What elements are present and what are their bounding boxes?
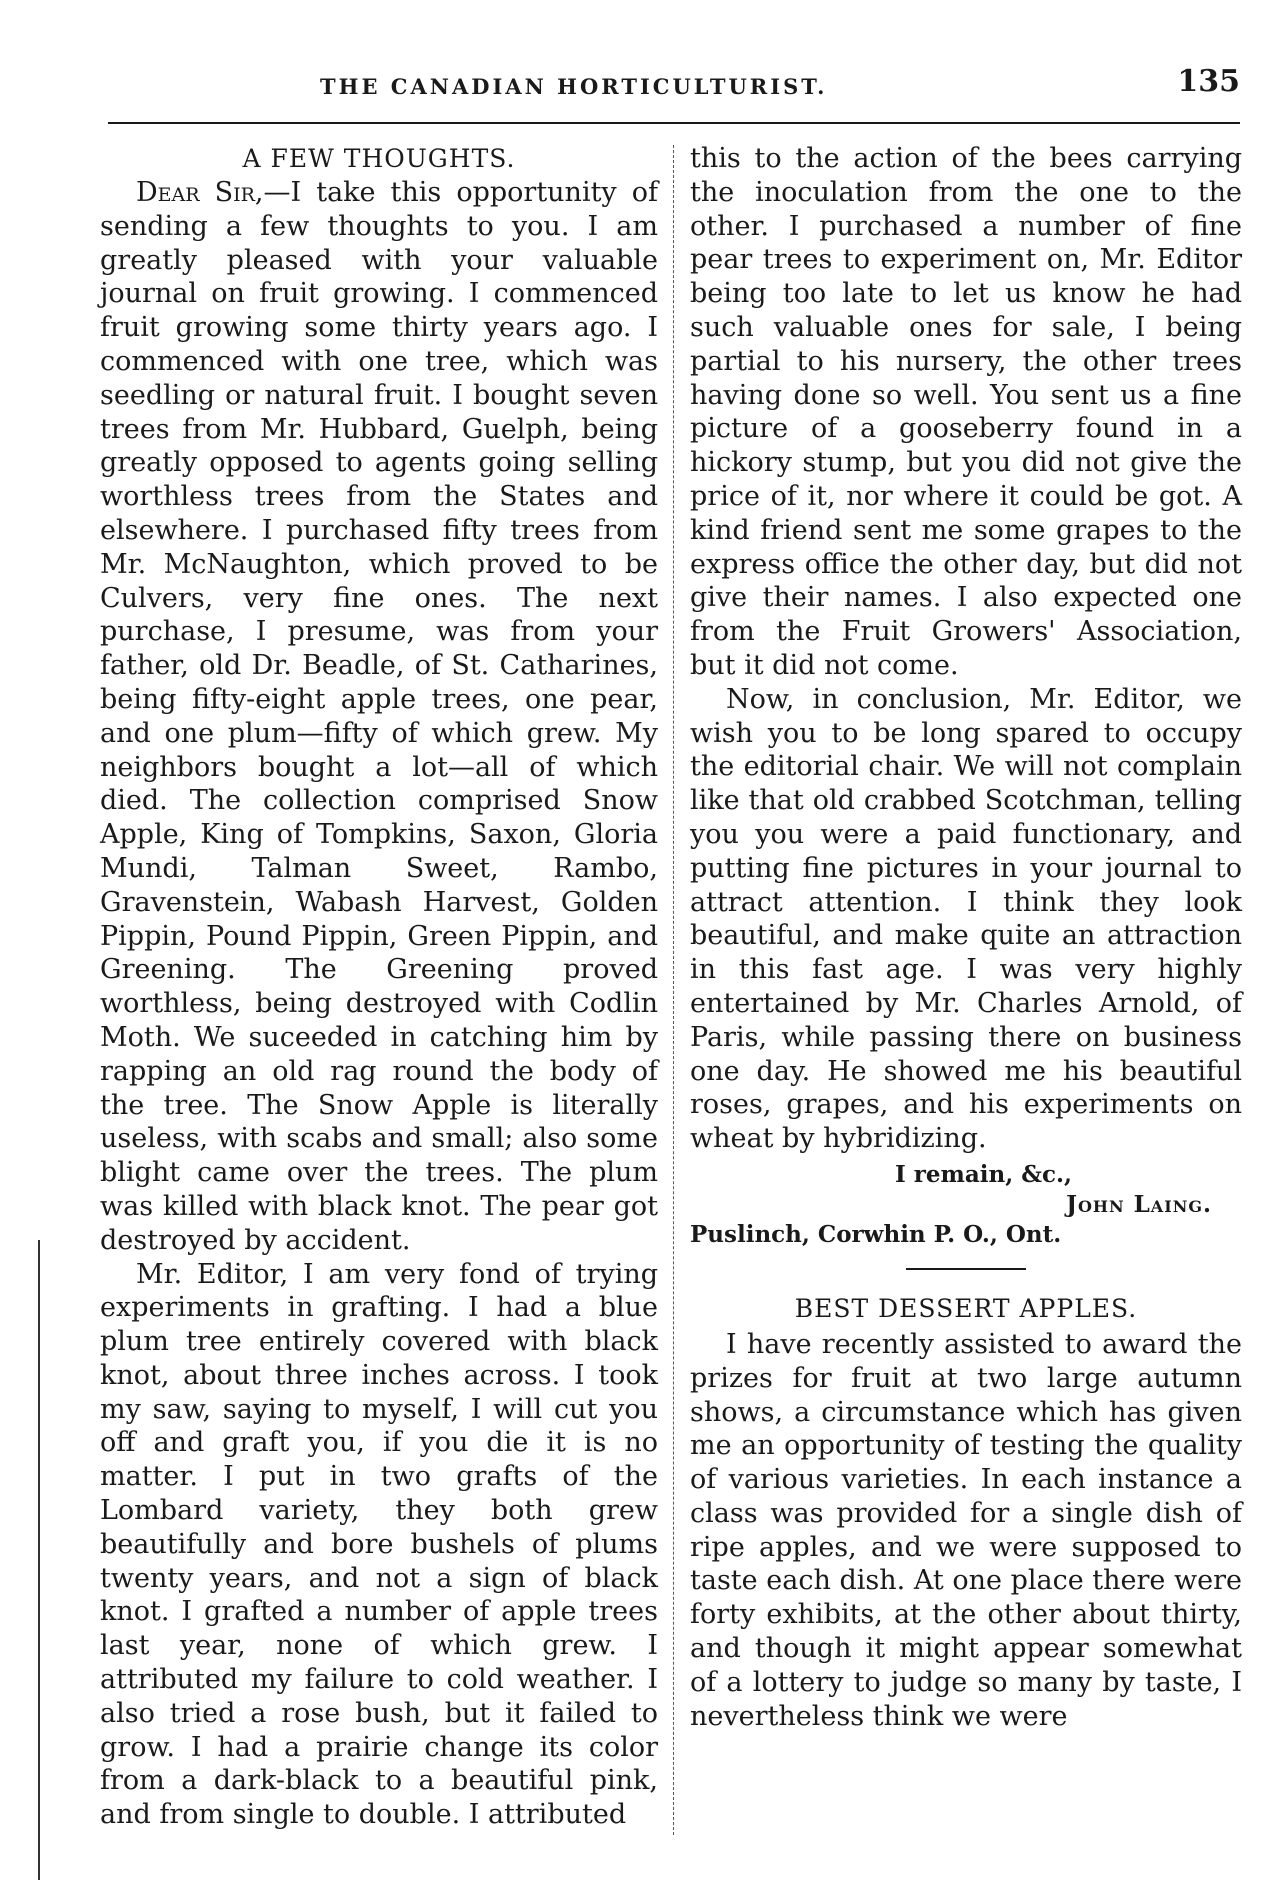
column-right <box>690 142 1242 1733</box>
margin-mark <box>38 1240 40 1880</box>
column-left <box>100 142 658 1832</box>
article-paragraph: Now, in conclusion, Mr. Editor, we wish you to be long spared to occupy the editorial chair. We will not complain like that old crabbed Scotchman, telling you you were a paid functionary, and putting fine pictures in your journal to attract attention. I think they look beautiful, and make quite an attraction in this fast age. I was very highly entertained by Mr. Charles Arnold, of Paris, while passing there on business one day. He showed me his beautiful roses, grapes, and his experiments on wheat by hybridizing. <box>690 683 1242 1155</box>
article-paragraph: Mr. Editor, I am very fond of trying experiments in grafting. I had a blue plum tree entirely covered with black knot, about three inches across. I took my saw, saying to myself, I will cut you off and graft you, if you die it is no matter. I put in two grafts of the Lombard variety, they both grew beautifully and bore bushels of plums twenty years, and not a sign of black knot. I grafted a number of apple trees last year, none of which grew. I attributed my failure to cold weather. I also tried a rose bush, but it failed to grow. I had a prairie change its color from a dark-black to a beautiful pink, and from single to double. I attributed <box>100 1258 658 1831</box>
header-rule <box>108 122 1240 124</box>
article-title: A FEW THOUGHTS. <box>242 144 516 173</box>
article-paragraph <box>100 176 658 1258</box>
paragraph-text: —I take this opportunity of sending a few thoughts to you. I am greatly pleased with your valuable journal on fruit growing. I commenced fruit growing some thirty years ago. I commenced with one tree, which was seedling or natural fruit. I bought seven trees from Mr. Hubbard, Guelph, being greatly opposed to agents going selling worthless trees from the States and elsewhere. I purchased fifty trees from Mr. McNaughton, which proved to be Culvers, very fine ones. The next purchase, I presume, was from your father, old Dr. Beadle, of St. Catharines, being fifty-eight apple trees, one pear, and one plum—fifty of which grew. My neighbors bought a lot—all of which died. The collection comprised Snow Apple, King of Tompkins, Saxon, Gloria Mundi, Talman Sweet, Rambo, Gravenstein, Wabash Harvest, Golden Pippin, Pound Pippin, Green Pippin, and Greening. The Greening proved worthless, being destroyed with Codlin Moth. We suceeded in catching him by rapping an old rag round the body of the tree. The Snow Apple is literally useless, with scabs and small; also some blight came over the trees. The plum was killed with black knot. The pear got destroyed by accident. <box>100 177 658 1256</box>
article-title: BEST DESSERT APPLES. <box>794 1293 1138 1323</box>
article-paragraph: I have recently assisted to award the prizes for fruit at two large autumn shows, a circumstance which has given me an opportunity of testing the quality of various varieties. In each instance a class was provided for a single dish of ripe apples, and we were supposed to taste each dish. At one place there were forty exhibits, at the other about thirty, and though it might appear somewhat of a lottery to judge so many by taste, I nevertheless think we were <box>690 1328 1242 1732</box>
article-paragraph-continued: this to the action of the bees carrying the inoculation from the one to the other. I purchased a number of fine pear trees to experiment on, Mr. Editor being too late to let us know he had such valuable ones for sale, I being partial to his nursery, the other trees having done so well. You sent us a fine picture of a gooseberry found in a hickory stump, but you did not give the price of it, nor where it could be got. A kind friend sent me some grapes to the express office the other day, but did not give their names. I also expected one from the Fruit Growers' Association, but it did not come. <box>690 143 1242 681</box>
running-head <box>110 64 1240 104</box>
journal-title: THE CANADIAN HORTICULTURIST. <box>320 74 828 99</box>
page-number: 135 <box>1177 64 1240 99</box>
column-divider <box>673 145 674 1835</box>
salutation: Dear Sir, <box>136 177 264 208</box>
letter-closing <box>690 1160 1242 1220</box>
signature: John Laing. <box>1066 1190 1212 1218</box>
sender-address: Puslinch, Corwhin P. O., Ont. <box>690 1220 1062 1248</box>
section-rule <box>906 1268 1026 1270</box>
closing-phrase: I remain, &c., <box>894 1160 1072 1188</box>
